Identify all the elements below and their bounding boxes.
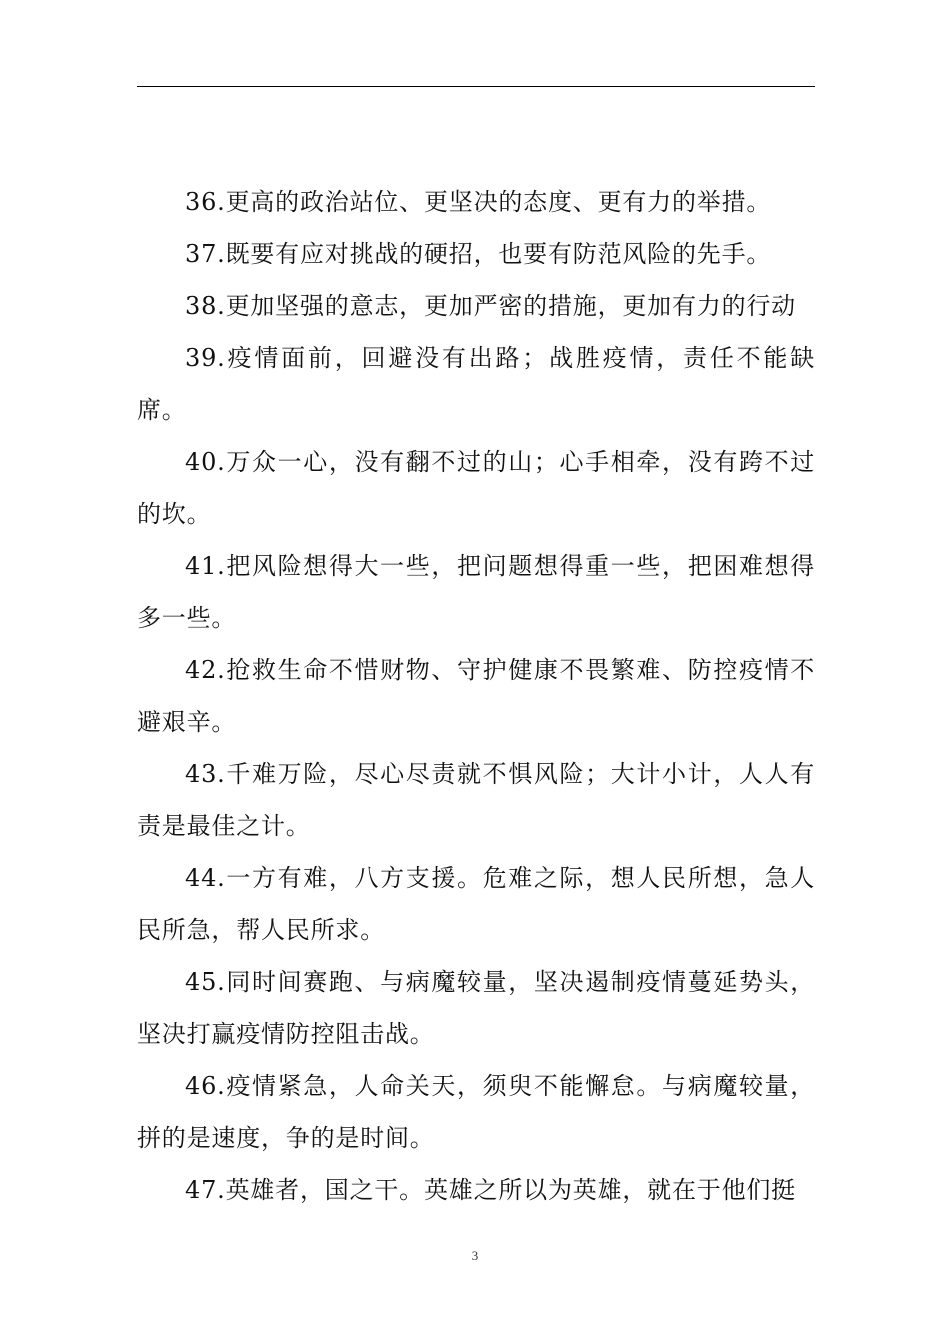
paragraph-40: 40.万众一心，没有翻不过的山；心手相牵，没有跨不过的坎。 (137, 448, 815, 528)
paragraph-38: 38.更加坚强的意志，更加严密的措施，更加有力的行动 (185, 292, 796, 320)
paragraph-41: 41.把风险想得大一些，把问题想得重一些，把困难想得多一些。 (137, 552, 815, 632)
paragraph-44: 44.一方有难，八方支援。危难之际，想人民所想，急人民所急，帮人民所求。 (137, 864, 815, 944)
paragraph-39: 39.疫情面前，回避没有出路；战胜疫情，责任不能缺席。 (137, 344, 815, 424)
paragraph-36: 36.更高的政治站位、更坚决的态度、更有力的举措。 (185, 188, 772, 216)
paragraph-42: 42.抢救生命不惜财物、守护健康不畏繁难、防控疫情不避艰辛。 (137, 656, 815, 736)
paragraph-47: 47.英雄者，国之干。英雄之所以为英雄，就在于他们挺 (185, 1176, 796, 1204)
page-number: 3 (471, 1248, 479, 1263)
paragraph-43: 43.千难万险，尽心尽责就不惧风险；大计小计，人人有责是最佳之计。 (137, 760, 815, 840)
paragraph-46: 46.疫情紧急，人命关天，须臾不能懈怠。与病魔较量，拼的是速度，争的是时间。 (137, 1072, 815, 1152)
document-body (137, 176, 815, 1216)
paragraph-37: 37.既要有应对挑战的硬招，也要有防范风险的先手。 (185, 240, 772, 268)
paragraph-45: 45.同时间赛跑、与病魔较量，坚决遏制疫情蔓延势头，坚决打赢疫情防控阻击战。 (137, 968, 815, 1048)
header-rule (137, 86, 815, 87)
